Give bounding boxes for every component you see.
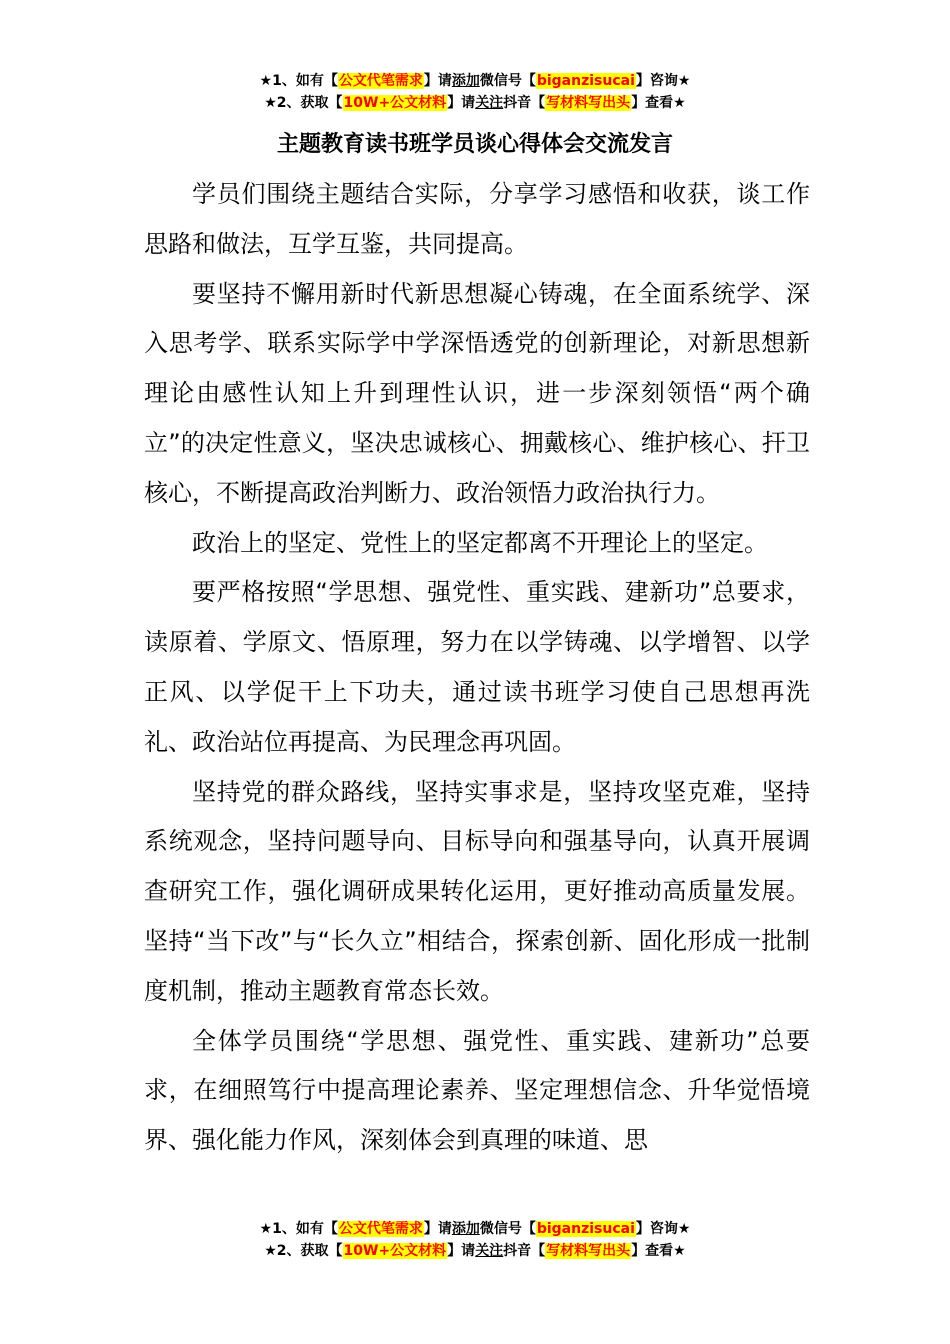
- promo-line-2: ★2、获取【10W+公文材料】请关注抖音【写材料写出头】查看★: [264, 1243, 686, 1259]
- body-paragraph: 要坚持不懈用新时代新思想凝心铸魂，在全面系统学、深入思考学、联系实际学中学深悟透党的创新理论，对新思想新理论由感性认知上升到理性认识，进一步深刻领悟“两个确立”的决定性意义，坚决忠诚核心、拥戴核心、维护核心、扞卫核心，不断提高政治判断力、政治领悟力政治执行力。: [144, 279, 810, 507]
- document-title: 主题教育读书班学员谈心得体会交流发言: [276, 132, 673, 157]
- promo-line-1: ★1、如有【公文代笔需求】请添加微信号【biganzisucai】咨询★: [259, 1221, 691, 1237]
- promo-line-1: ★1、如有【公文代笔需求】请添加微信号【biganzisucai】咨询★: [259, 73, 691, 89]
- promo-highlight-materials: 10W+公文材料: [343, 1243, 447, 1259]
- promo-highlight-wechat-id: biganzisucai: [536, 73, 635, 89]
- promo-highlight-wechat-id: biganzisucai: [536, 1221, 635, 1237]
- promo-highlight-douyin-account: 写材料写出头: [546, 95, 631, 111]
- promo-highlight-service: 公文代笔需求: [338, 1221, 423, 1237]
- top-promo-banner: [0, 70, 950, 114]
- promo-highlight-douyin-account: 写材料写出头: [546, 1243, 631, 1259]
- promo-highlight-service: 公文代笔需求: [338, 73, 423, 89]
- promo-line-2: ★2、获取【10W+公文材料】请关注抖音【写材料写出头】查看★: [264, 95, 686, 111]
- body-paragraph: 坚持党的群众路线，坚持实事求是，坚持攻坚克难，坚持系统观念，坚持问题导向、目标导向和强基导向，认真开展调查研究工作，强化调研成果转化运用，更好推动高质量发展。坚持“当下改”与“长久立”相结合，探索创新、固化形成一批制度机制，推动主题教育常态长效。: [144, 777, 810, 1005]
- body-paragraph: 要严格按照“学思想、强党性、重实践、建新功”总要求，读原着、学原文、悟原理，努力在以学铸魂、以学增智、以学正风、以学促干上下功夫，通过读书班学习使自己思想再洗礼、政治站位再提高、为民理念再巩固。: [144, 578, 810, 756]
- body-paragraph: 全体学员围绕“学思想、强党性、重实践、建新功”总要求，在细照笃行中提高理论素养、坚定理想信念、升华觉悟境界、强化能力作风，深刻体会到真理的味道、思: [144, 1026, 810, 1155]
- promo-highlight-materials: 10W+公文材料: [343, 95, 447, 111]
- bottom-promo-banner: [0, 1218, 950, 1262]
- body-paragraph: 政治上的坚定、党性上的坚定都离不开理论上的坚定。: [192, 528, 768, 557]
- document-body: [144, 170, 810, 1166]
- body-paragraph: 学员们围绕主题结合实际，分享学习感悟和收获，谈工作思路和做法，互学互鉴，共同提高。: [144, 180, 810, 258]
